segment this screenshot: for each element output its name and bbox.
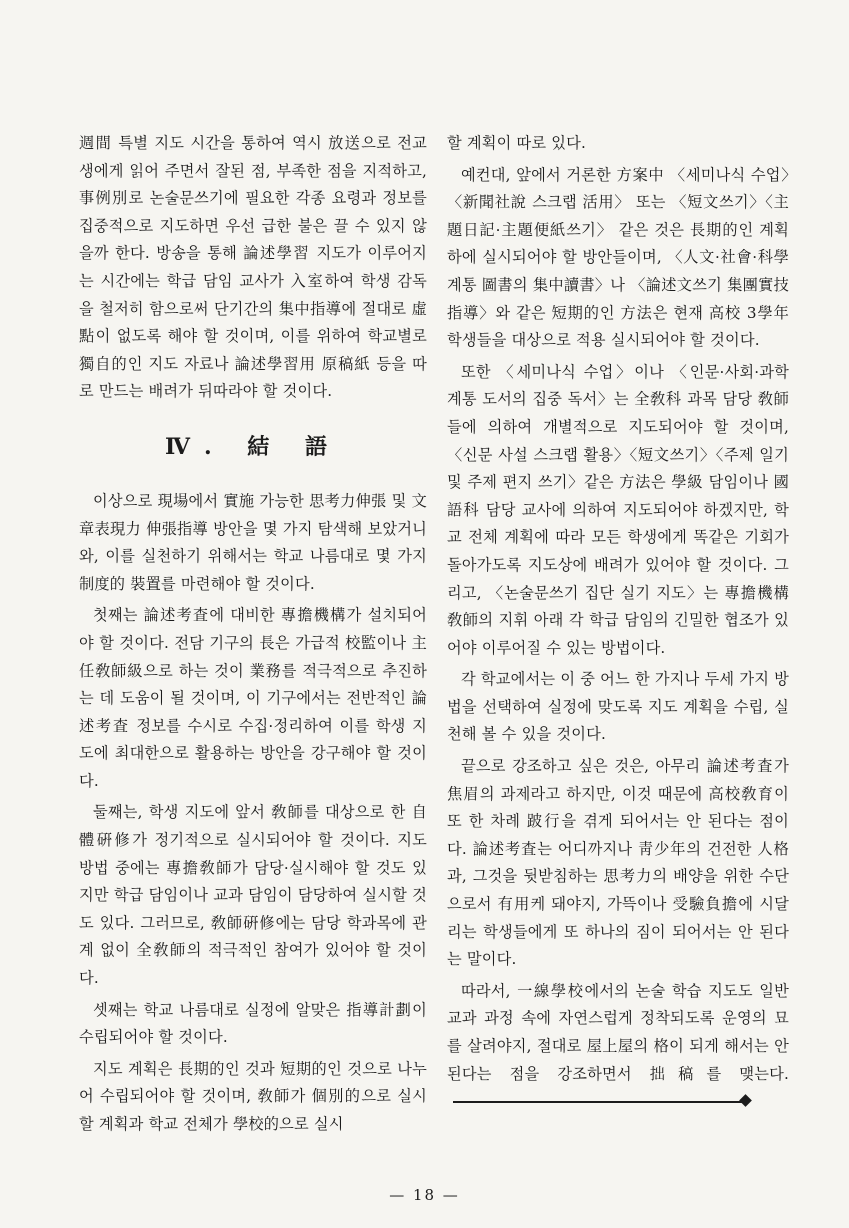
section-heading: Ⅳ. 結 語	[165, 433, 341, 460]
paragraph: 또한 〈세미나식 수업〉이나 〈인문·사회·과학 계통 도서의 집중 독서〉는 全敎科 과목 담당 敎師들에 의하여 개별적으로 지도되어야 할 것이며, 〈신문 사설 스크랩 활용〉〈短文쓰기〉〈주제 일기 및 주제 편지 쓰기〉같은 方法은 學級 담임이나 國語科 담당 교사에 의하여 지도되어야 하겠지만, 학교 전체 계획에 따라 모든 학생에게 똑같은 기회가 돌아가도록 지도상에 배려가 있어야 할 것이다. 그리고, 〈논술문쓰기 집단 실기 지도〉는 專擔機構 敎師의 지휘 아래 각 학급 담임의 긴밀한 협조가 있어야 이루어질 수 있는 방법이다.	[447, 362, 789, 657]
left-column	[79, 130, 427, 1143]
paragraph: 예컨대, 앞에서 거론한 方案中 〈세미나식 수업〉〈新聞社說 스크랩 活用〉 또는 〈短文쓰기〉〈主題日記·主題便紙쓰기〉 같은 것은 長期的인 계획하에 실시되어야 할 방안들이며, 〈人文·社會·科學 계통 圖書의 集中讀書〉나 〈論述文쓰기 集團實技指導〉와 같은 短期的인 方法은 현재 高校 3學年 학생들을 대상으로 적용 실시되어야 할 것이다.	[447, 165, 789, 350]
page-number: — 18 —	[389, 1186, 460, 1204]
paragraph: 할 계획이 따로 있다.	[447, 134, 587, 152]
end-mark-line	[453, 1101, 743, 1103]
right-column	[447, 130, 789, 1120]
paragraph-final-text: 따라서, 一線學校에서의 논술 학습 지도도 일반 교과 과정 속에 자연스럽게 정착되도록 운영의 묘를 살려야지, 절대로 屋上屋의 格이 되게 해서는 안 된다는 점을 강조하면서 拙稿를 맺는다.	[447, 981, 789, 1083]
paragraph-final	[447, 978, 789, 1116]
paragraph: 둘째는, 학생 지도에 앞서 敎師를 대상으로 한 自體硏修가 정기적으로 실시되어야 할 것이다. 지도 방법 중에는 專擔敎師가 담당·실시해야 할 것도 있지만 학급 담임이나 교과 담임이 담당하여 실시할 것도 있다. 그러므로, 敎師硏修에는 담당 학과목에 관계 없이 全敎師의 적극적인 참여가 있어야 할 것이다.	[79, 803, 427, 988]
paragraph: 셋째는 학교 나름대로 실정에 알맞은 指導計劃이 수립되어야 할 것이다.	[79, 1000, 427, 1047]
paragraph: 지도 계획은 長期的인 것과 短期的인 것으로 나누어 수립되어야 할 것이며, 敎師가 個別的으로 실시할 계획과 학교 전체가 學校的으로 실시	[79, 1059, 427, 1133]
paragraph: 각 학교에서는 이 중 어느 한 가지나 두세 가지 방법을 선택하여 실정에 맞도록 지도 계획을 수립, 실천해 볼 수 있을 것이다.	[447, 670, 789, 744]
paragraph: 이상으로 現場에서 實施 가능한 思考力伸張 및 文章表現力 伸張指導 방안을 몇 가지 탐색해 보았거니와, 이를 실천하기 위해서는 학교 나름대로 몇 가지 制度的 裝置를 마련해야 할 것이다.	[79, 491, 427, 593]
paragraph: 첫째는 論述考査에 대비한 專擔機構가 설치되어야 할 것이다. 전담 기구의 長은 가급적 校監이나 主任敎師級으로 하는 것이 業務를 적극적으로 추진하는 데 도움이 될 것이며, 이 기구에서는 전반적인 論述考査 정보를 수시로 수집·정리하여 이를 학생 지도에 최대한으로 활용하는 방안을 강구해야 할 것이다.	[79, 606, 427, 790]
paragraph: 끝으로 강조하고 싶은 것은, 아무리 論述考査가 焦眉의 과제라고 하지만, 이것 때문에 高校敎育이 또 한 차례 跛行을 겪게 되어서는 안 된다는 점이다. 論述考査는 어디까지나 靑少年의 건전한 人格과, 그것을 뒷받침하는 思考力의 배양을 위한 수단으로서 有用케 돼야지, 가뜩이나 受驗負擔에 시달리는 학생들에게 또 하나의 짐이 되어서는 안 된다는 말이다.	[447, 757, 789, 969]
paragraph: 週間 특별 지도 시간을 통하여 역시 放送으로 전교생에게 읽어 주면서 잘된 점, 부족한 점을 지적하고, 事例別로 논술문쓰기에 필요한 각종 요령과 정보를 집중적으로 지도하면 우선 급한 불은 끌 수 있지 않을까 한다. 방송을 통해 論述學習 지도가 이루어지는 시간에는 학급 담임 교사가 入室하여 학생 감독을 철저히 함으로써 단기간의 集中指導에 절대로 虛點이 없도록 해야 할 것이며, 이를 위하여 학교별로 獨自的인 지도 자료나 論述學習用 原稿紙 등을 따로 만드는 배려가 뒤따라야 할 것이다.	[79, 134, 427, 401]
